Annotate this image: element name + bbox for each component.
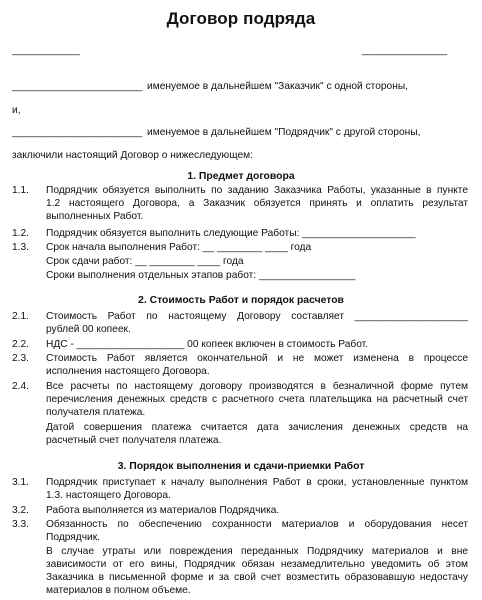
item-1-1-line: 1.2 настоящего Договора, а Заказчик обязуется принять и оплатить результат	[46, 198, 468, 209]
item-number: 3.1.	[12, 477, 29, 488]
item-2-4-line: расчетный счет получателя платежа.	[46, 435, 222, 446]
item-number: 2.4.	[12, 381, 29, 392]
item-1-3-line: Срок сдачи работ: __ ________ ____ года	[46, 256, 244, 267]
item-2-1-line: рублей 00 копеек.	[46, 324, 131, 335]
item-2-4-line: получателя платежа.	[46, 407, 146, 418]
item-3-3-line: В случае утраты или повреждения переданных Подрядчику материалов и вне	[46, 546, 468, 557]
item-1-2-line: Подрядчик обязуется выполнить следующие Работы: ____________________	[46, 228, 416, 239]
and-word: и,	[12, 105, 21, 116]
item-2-4-line: Датой совершения платежа считается дата зачисления денежных средств на	[46, 422, 468, 433]
item-number: 2.1.	[12, 311, 29, 322]
section-2-heading: 2. Стоимость Работ и порядок расчетов	[138, 295, 344, 306]
section-1-heading: 1. Предмет договора	[187, 171, 295, 182]
item-1-3-line: Срок начала выполнения Работ: __ ________ ____ года	[46, 242, 312, 253]
item-number: 3.2.	[12, 505, 29, 516]
item-1-1-line: выполненных Работ.	[46, 211, 144, 222]
item-number: 1.2.	[12, 228, 29, 239]
item-2-1-line: Стоимость Работ по настоящему Договору составляет ____________________	[46, 311, 468, 322]
item-2-4-line: перечисления денежных средств с расчетного счета плательщика на расчетный счет	[46, 394, 468, 405]
item-number: 2.2.	[12, 339, 29, 350]
header-left-line: ____________	[12, 45, 80, 56]
item-2-2-line: НДС - ___________________ 00 копеек включен в стоимость Работ.	[46, 339, 369, 350]
item-3-3-line: Подрядчик.	[46, 532, 101, 543]
item-3-3-line: материалов в полном объеме.	[46, 585, 191, 596]
party2-line: _______________________	[12, 127, 143, 138]
item-2-4-line: Все расчеты по настоящему договору производятся в безналичной форме путем	[46, 381, 468, 392]
concluded-text: заключили настоящий Договор о нижеследующем:	[12, 150, 253, 161]
item-3-3-line: зависимости от его вины, Подрядчик обязан незамедлительно уведомить об этом	[46, 559, 468, 570]
item-3-3-line: Обязанность по обеспечению сохранности материалов и оборудования несет	[46, 519, 468, 530]
item-number: 2.3.	[12, 353, 29, 364]
item-3-3-line: Заказчика в письменной форме и за свой счет возместить образовавшую недостачу	[46, 572, 468, 583]
item-3-2-line: Работа выполняется из материалов Подрядчика.	[46, 505, 280, 516]
item-3-1-line: Подрядчик приступает к началу выполнения Работ в сроки, установленные пунктом	[46, 477, 468, 488]
party1-text: именуемое в дальнейшем "Заказчик" с одной стороны,	[147, 81, 409, 92]
party2-text: именуемое в дальнейшем "Подрядчик" с другой стороны,	[147, 127, 421, 138]
item-1-3-line: Сроки выполнения отдельных этапов работ: _________________	[46, 270, 356, 281]
header-right-line: _______________	[362, 45, 447, 56]
party1-line: _______________________	[12, 81, 143, 92]
item-number: 1.3.	[12, 242, 29, 253]
document-title: Договор подряда	[166, 9, 316, 28]
item-3-1-line: 1.3. настоящего Договора.	[46, 490, 171, 501]
item-2-3-line: исполнения настоящего Договора.	[46, 366, 210, 377]
item-number: 3.3.	[12, 519, 29, 530]
section-3-heading: 3. Порядок выполнения и сдачи-приемки Работ	[117, 461, 365, 472]
item-number: 1.1.	[12, 185, 29, 196]
item-2-3-line: Стоимость Работ является окончательной и не может изменена в процессе	[46, 353, 468, 364]
item-1-1-line: Подрядчик обязуется выполнить по заданию Заказчика Работы, указанные в пункте	[46, 185, 468, 196]
